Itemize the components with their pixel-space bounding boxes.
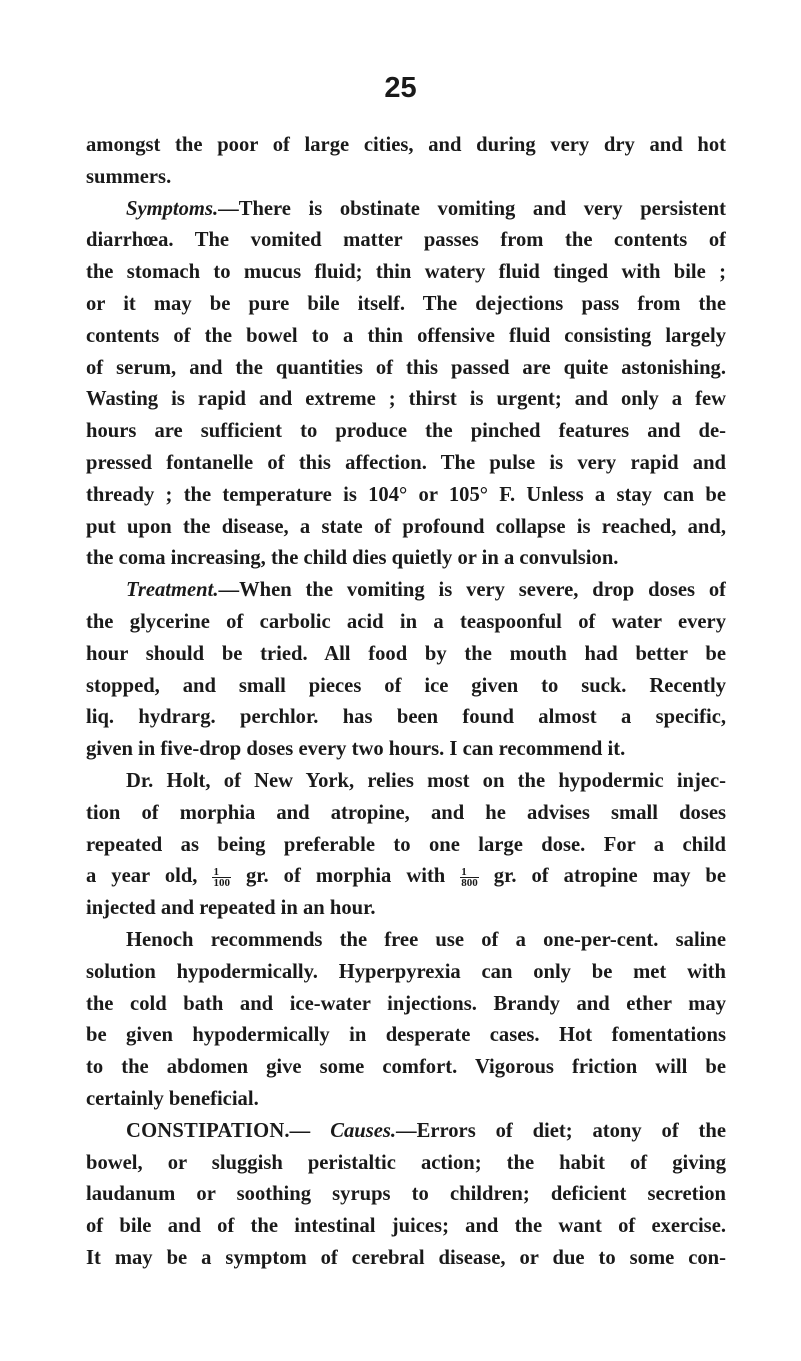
text-line (86, 798, 726, 830)
text-line (86, 289, 726, 321)
fraction-numerator: 1 (212, 867, 231, 878)
run-in-heading: Treatment. (126, 579, 219, 602)
text-line (86, 671, 726, 703)
line-text: tion of morphia and atropine, and he advises small doses (86, 801, 726, 824)
fraction (460, 867, 479, 888)
text-line (86, 702, 726, 734)
line-text: given in five-drop doses every two hours. I can recommend it. (86, 738, 626, 761)
line-text: the coma increasing, the child dies quietly or in a convulsion. (86, 547, 619, 570)
line-text: thready ; the temperature is 104° or 105° F. Unless a stay can be (86, 483, 726, 506)
text-line (86, 607, 726, 639)
line-text: of serum, and the quantities of this passed are quite astonishing. (86, 356, 726, 379)
line-text: summers. (86, 165, 172, 188)
body-text (86, 130, 726, 1275)
text-line (86, 957, 726, 989)
text-line (86, 1148, 726, 1180)
line-text: Wasting is rapid and extreme ; thirst is urgent; and only a few (86, 388, 726, 411)
line-text: be given hypodermically in desperate cases. Hot fomentations (86, 1024, 726, 1047)
text-line (86, 194, 726, 226)
text-line (86, 257, 726, 289)
line-text: certainly beneficial. (86, 1087, 259, 1110)
fraction-denominator: 800 (461, 877, 478, 890)
text-line (86, 639, 726, 671)
line-text: Dr. Holt, of New York, relies most on the hypodermic injec- (126, 769, 726, 792)
text-line (86, 384, 726, 416)
text-line (86, 1211, 726, 1243)
text-line (86, 416, 726, 448)
text-line (86, 1179, 726, 1211)
line-text: contents of the bowel to a thin offensive fluid consisting largely (86, 324, 726, 347)
text-line (86, 321, 726, 353)
text-line (86, 543, 726, 575)
text-line (86, 480, 726, 512)
line-text: the stomach to mucus fluid; thin watery fluid tinged with bile ; (86, 261, 726, 284)
text-line (86, 1116, 726, 1148)
line-text: bowel, or sluggish peristaltic action; the habit of giving (86, 1151, 726, 1174)
line-text: hour should be tried. All food by the mouth had better be (86, 642, 726, 665)
section-heading: CONSTIPATION. (126, 1119, 290, 1142)
page-number: 25 (384, 72, 417, 104)
line-text: —Errors of diet; atony of the (396, 1119, 726, 1142)
text-line (86, 1243, 726, 1275)
text-line (86, 225, 726, 257)
text-line (86, 130, 726, 162)
text-line (86, 353, 726, 385)
text-line (86, 830, 726, 862)
line-text: pressed fontanelle of this affection. The pulse is very rapid and (86, 451, 726, 474)
line-text: solution hypodermically. Hyperpyrexia can only be met with (86, 960, 726, 983)
text-line (86, 893, 726, 925)
run-in-heading: Symptoms. (126, 197, 219, 220)
line-text: —There is obstinate vomiting and very persistent (218, 197, 726, 220)
line-text: injected and repeated in an hour. (86, 897, 376, 920)
text-line (86, 989, 726, 1021)
fraction (212, 867, 231, 888)
line-text: the cold bath and ice-water injections. Brandy and ether may (86, 992, 726, 1015)
fraction-denominator: 100 (213, 877, 230, 890)
line-text: the glycerine of carbolic acid in a teaspoonful of water every (86, 610, 726, 633)
run-in-heading: — Causes. (289, 1119, 397, 1142)
text-line (86, 448, 726, 480)
line-text: of bile and of the intestinal juices; and the want of exercise. (86, 1215, 726, 1238)
line-text: gr. of morphia with (245, 865, 446, 888)
line-text: a year old, (86, 865, 198, 888)
line-text: gr. of atropine may be (493, 865, 726, 888)
fraction-numerator: 1 (460, 867, 479, 878)
text-line (86, 734, 726, 766)
line-text: put upon the disease, a state of profound collapse is reached, and, (86, 515, 726, 538)
line-text: laudanum or soothing syrups to children; deficient secretion (86, 1183, 726, 1206)
line-text: amongst the poor of large cities, and during very dry and hot (86, 134, 726, 156)
text-line (86, 162, 726, 194)
text-line (86, 575, 726, 607)
text-line (86, 1020, 726, 1052)
text-line (86, 861, 726, 893)
line-text: It may be a symptom of cerebral disease, or due to some con- (86, 1246, 726, 1269)
text-line (86, 766, 726, 798)
text-line (86, 1052, 726, 1084)
text-line (86, 1084, 726, 1116)
line-text: diarrhœa. The vomited matter passes from the contents of (86, 229, 726, 252)
text-line (86, 925, 726, 957)
line-text: —When the vomiting is very severe, drop doses of (218, 579, 726, 602)
line-text: Henoch recommends the free use of a one-per-cent. saline (126, 928, 726, 951)
line-text: repeated as being preferable to one large dose. For a child (86, 833, 726, 856)
line-text: stopped, and small pieces of ice given to suck. Recently (86, 674, 726, 697)
line-text: liq. hydrarg. perchlor. has been found almost a specific, (86, 706, 726, 729)
text-line (86, 512, 726, 544)
line-text: hours are sufficient to produce the pinched features and de- (86, 420, 726, 443)
line-text: to the abdomen give some comfort. Vigorous friction will be (86, 1056, 726, 1079)
line-text: or it may be pure bile itself. The dejections pass from the (86, 292, 726, 315)
